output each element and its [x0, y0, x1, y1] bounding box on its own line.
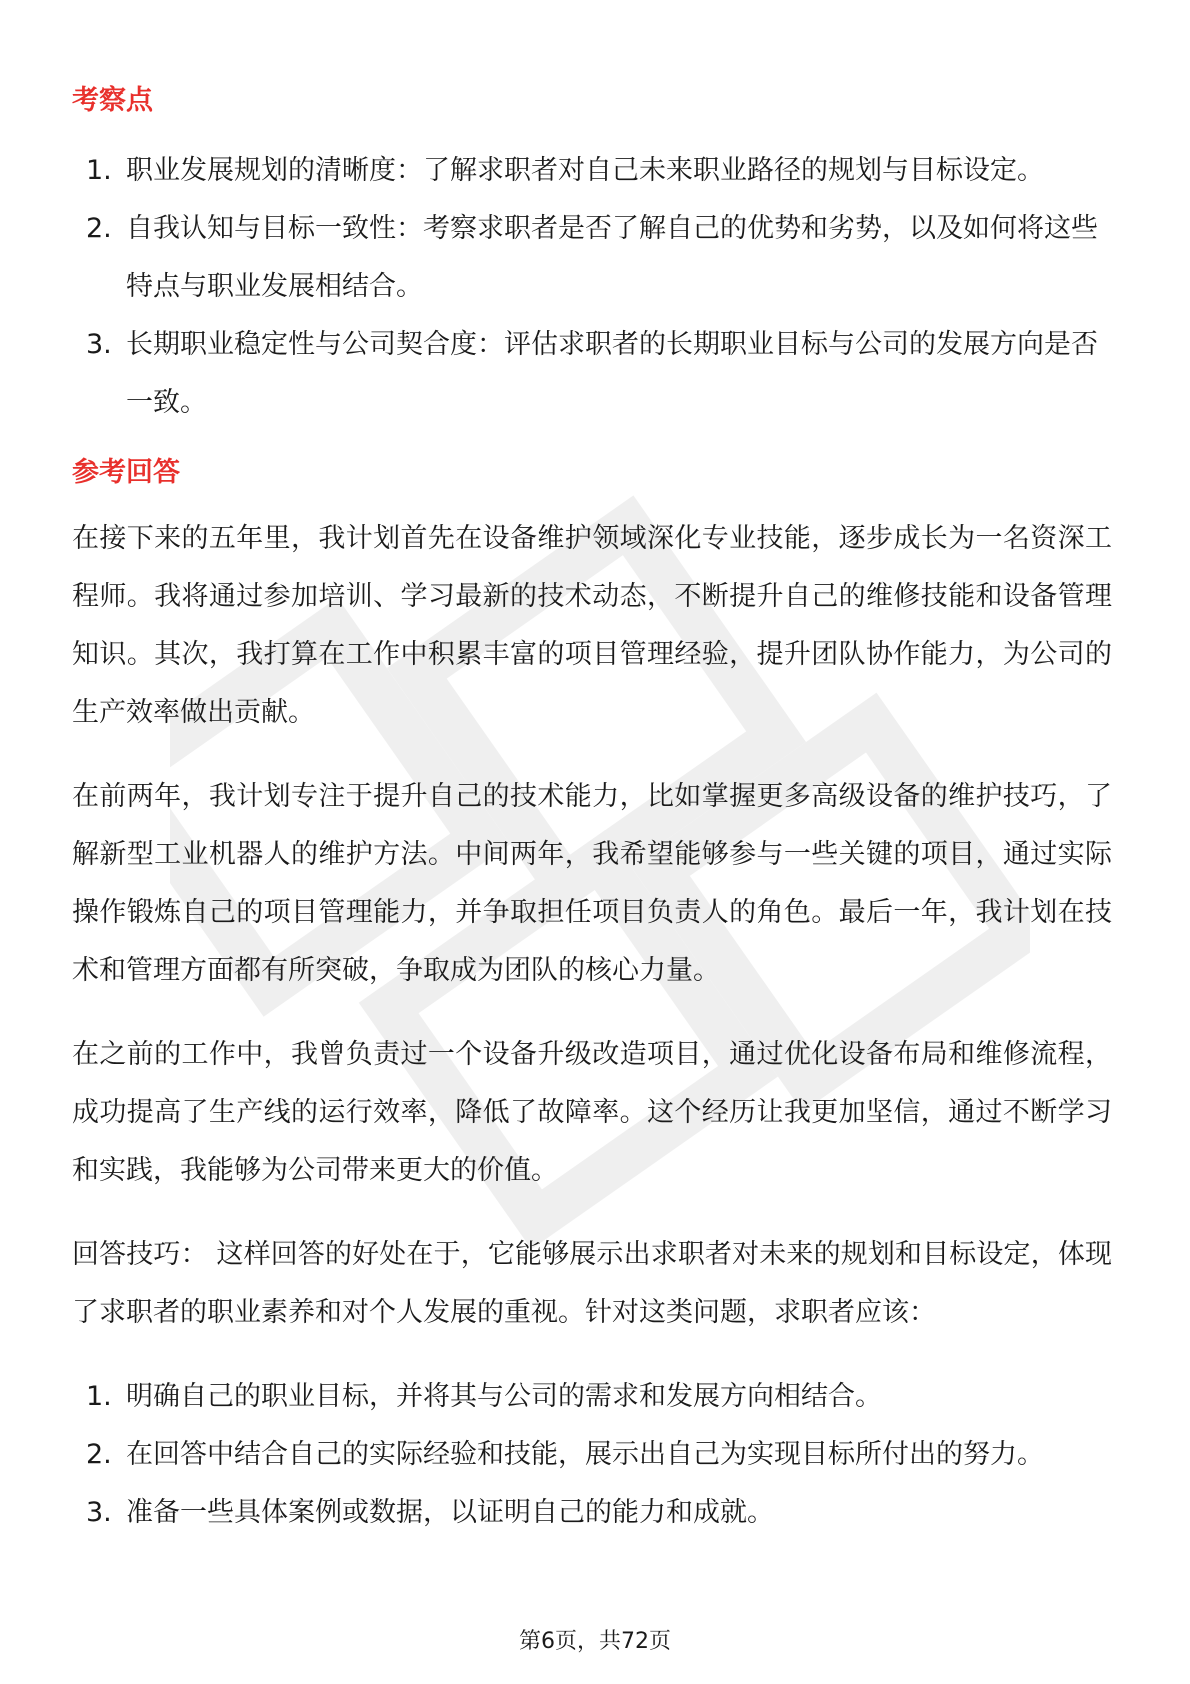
answer-paragraph: 在前两年，我计划专注于提升自己的技术能力，比如掌握更多高级设备的维护技巧，了解新型工业机器人的维护方法。中间两年，我希望能够参与一些关键的项目，通过实际操作锻炼自己的项目管理能力，并争取担任项目负责人的角色。最后一年，我计划在技术和管理方面都有所突破，争取成为团队的核心力量。	[72, 781, 1112, 986]
answer-paragraph: 在之前的工作中，我曾负责过一个设备升级改造项目，通过优化设备布局和维修流程，成功提高了生产线的运行效率，降低了故障率。这个经历让我更加坚信，通过不断学习和实践，我能够为公司带来更大的价值。	[72, 1039, 1112, 1186]
tips-list	[72, 1368, 1112, 1542]
list-text: 自我认知与目标一致性：考察求职者是否了解自己的优势和劣势，以及如何将这些特点与职业发展相结合。	[126, 213, 1098, 302]
list-item	[72, 142, 1112, 200]
list-number: 2.	[86, 213, 112, 244]
list-item	[72, 1426, 1112, 1484]
assessment-points-list	[72, 142, 1112, 432]
list-text: 明确自己的职业目标，并将其与公司的需求和发展方向相结合。	[126, 1381, 882, 1412]
list-item	[72, 316, 1112, 432]
list-number: 2.	[86, 1439, 112, 1470]
list-number: 3.	[86, 1497, 112, 1528]
list-text: 职业发展规划的清晰度：了解求职者对自己未来职业路径的规划与目标设定。	[126, 155, 1044, 186]
list-item	[72, 200, 1112, 316]
main-content	[72, 78, 1112, 1542]
list-number: 3.	[86, 329, 112, 360]
answer-tips-paragraph: 回答技巧： 这样回答的好处在于，它能够展示出求职者对未来的规划和目标设定，体现了求职者的职业素养和对个人发展的重视。针对这类问题，求职者应该：	[72, 1239, 1112, 1328]
list-number: 1.	[86, 155, 112, 186]
answer-paragraph: 在接下来的五年里，我计划首先在设备维护领域深化专业技能，逐步成长为一名资深工程师。我将通过参加培训、学习最新的技术动态，不断提升自己的维修技能和设备管理知识。其次，我打算在工作中积累丰富的项目管理经验，提升团队协作能力，为公司的生产效率做出贡献。	[72, 523, 1112, 728]
section-title-kaochadian: 考察点	[72, 85, 153, 116]
list-text: 在回答中结合自己的实际经验和技能，展示出自己为实现目标所付出的努力。	[126, 1439, 1044, 1470]
list-text: 长期职业稳定性与公司契合度：评估求职者的长期职业目标与公司的发展方向是否一致。	[126, 329, 1098, 418]
section-title-reference-answer: 参考回答	[72, 457, 180, 488]
list-number: 1.	[86, 1381, 112, 1412]
list-item	[72, 1368, 1112, 1426]
list-item	[72, 1484, 1112, 1542]
list-text: 准备一些具体案例或数据，以证明自己的能力和成就。	[126, 1497, 774, 1528]
page-number-footer: 第6页，共72页	[519, 1629, 671, 1654]
